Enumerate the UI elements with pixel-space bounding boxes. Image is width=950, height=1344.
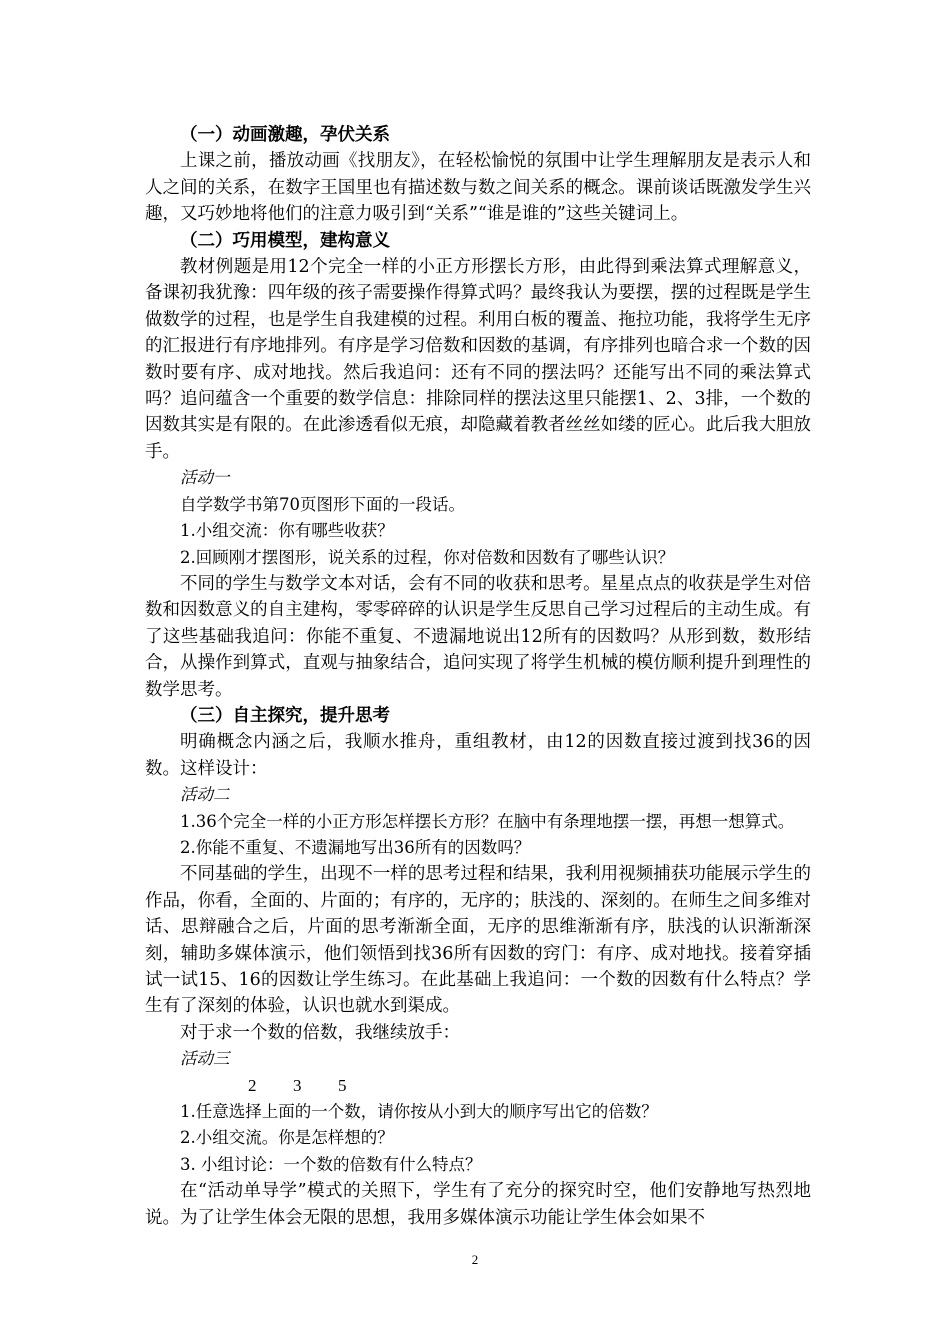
- activity-1-question-1: 1.小组交流：你有哪些收获？: [180, 521, 394, 541]
- activity-3-title: 活动三: [180, 1049, 230, 1069]
- section-heading-3: （三）自主探究，提升思考: [180, 705, 390, 726]
- activity-1-title: 活动一: [180, 468, 230, 488]
- activity-2-question-2: 2.你能不重复、不遗漏地写出36所有的因数吗？: [180, 837, 531, 857]
- paragraph-6: 对于求一个数的倍数，我继续放手：: [180, 1022, 460, 1043]
- paragraph-3: 不同的学生与数学文本对话，会有不同的收获和思考。星星点点的收获是学生对倍数和因数意义的自主建构，零零碎碎的认识是学生反思自己学习过程后的主动生成。有了这些基础我追问：你能不重复、不遗漏地说出12所有的因数吗？从形到数，数形结合，从操作到算式，直观与抽象结合，追问实现了将学生机械的模仿顺利提升到理性的数学思考。: [145, 573, 811, 700]
- activity-3-number: 5: [338, 1075, 347, 1095]
- activity-3-number: 3: [293, 1075, 302, 1095]
- activity-3-question-2: 2.小组交流。你是怎样想的？: [180, 1128, 394, 1148]
- activity-3-question-1: 1.任意选择上面的一个数，请你按从小到大的顺序写出它的倍数？: [180, 1102, 658, 1122]
- paragraph-2: 教材例题是用12个完全一样的小正方形摆长方形，由此得到乘法算式理解意义，备课初我犹豫：四年级的孩子需要操作得算式吗？最终我认为要摆，摆的过程既是学生做数学的过程，也是学生自我建模的过程。利用白板的覆盖、拖拉功能，我将学生无序的汇报进行有序地排列。有序是学习倍数和因数的基调，有序排列也暗合求一个数的因数时要有序、成对地找。然后我追问：还有不同的摆法吗？还能写出不同的乘法算式吗？追问蕴含一个重要的数学信息：排除同样的摆法这里只能摆1、2、3排，一个数的因数其实是有限的。在此渗透看似无痕，却隐藏着教者丝丝如缕的匠心。此后我大胆放手。: [145, 257, 811, 462]
- activity-3-number: 2: [248, 1075, 257, 1095]
- section-heading-2: （二）巧用模型，建构意义: [180, 230, 390, 251]
- activity-1-question-2: 2.回顾刚才摆图形，说关系的过程，你对倍数和因数有了哪些认识？: [180, 547, 675, 567]
- activity-2-title: 活动二: [180, 785, 230, 805]
- paragraph-4: 明确概念内涵之后，我顺水推舟，重组教材，由12的因数直接过渡到找36的因数。这样设计：: [145, 732, 811, 779]
- paragraph-1: 上课之前，播放动画《找朋友》，在轻松愉悦的氛围中让学生理解朋友是表示人和人之间的关系，在数字王国里也有描述数与数之间关系的概念。课前谈话既激发学生兴趣，又巧妙地将他们的注意力吸引到“关系”“谁是谁的”这些关键词上。: [145, 151, 811, 225]
- section-heading-1: （一）动画激趣，孕伏关系: [180, 125, 390, 145]
- activity-3-question-3: 3. 小组讨论：一个数的倍数有什么特点？: [180, 1154, 482, 1174]
- paragraph-7: 在“活动单导学”模式的关照下，学生有了充分的探究时空，他们安静地写热烈地说。为了让学生体会无限的思想，我用多媒体演示功能让学生体会如果不: [145, 1181, 811, 1228]
- document-body: [145, 122, 811, 1231]
- activity-3-numbers: [145, 1073, 811, 1099]
- page-number: 2: [471, 1252, 479, 1267]
- activity-1-intro: 自学数学书第70页图形下面的一段话。: [180, 494, 465, 514]
- activity-2-question-1: 1.36个完全一样的小正方形怎样摆长方形？在脑中有条理地摆一摆，再想一想算式。: [180, 811, 795, 831]
- paragraph-5: 不同基础的学生，出现不一样的思考过程和结果，我利用视频捕获功能展示学生的作品，你看，全面的、片面的；有序的，无序的；肤浅的、深刻的。在师生之间多维对话、思辩融合之后，片面的思考渐渐全面，无序的思维渐渐有序，肤浅的认识渐渐深刻，辅助多媒体演示，他们领悟到找36所有因数的窍门：有序、成对地找。接着穿插试一试15、16的因数让学生练习。在此基础上我追问：一个数的因数有什么特点？学生有了深刻的体验，认识也就水到渠成。: [145, 864, 811, 1017]
